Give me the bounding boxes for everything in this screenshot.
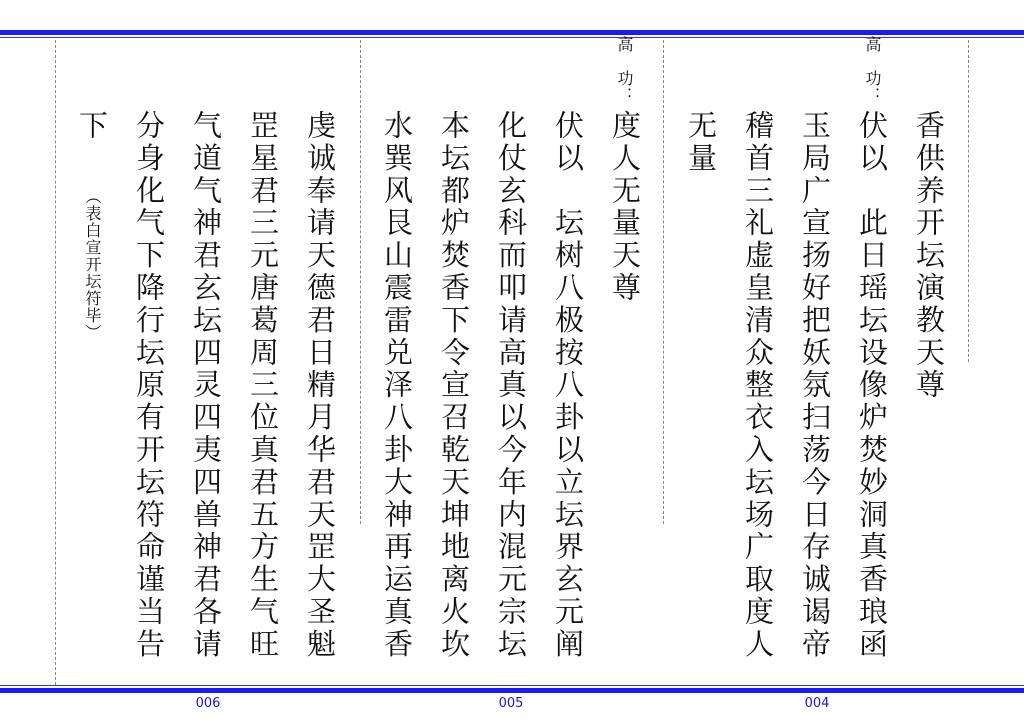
top-border-rule: [0, 30, 1024, 35]
scripture-column: 分身化气下降行坛原有开坛符命谨当告: [132, 110, 166, 661]
scripture-column: 稽首三礼虚皇清众整衣入坛场广取度人: [741, 110, 775, 661]
bottom-border-rule: [0, 688, 1024, 693]
scripture-column: 化仗玄科而叩请高真以今年内混元宗坛: [494, 110, 528, 661]
scripture-column: 本坛都炉焚香下令宣召乾天坤地离火坎: [437, 110, 471, 661]
speaker-label-gaogong: 高 功：: [615, 36, 634, 104]
page-005-divider: [663, 40, 664, 524]
scripture-column: 气道气神君玄坛四灵四夷四兽神君各请: [189, 110, 223, 661]
scripture-column: 度人无量天尊: [608, 110, 642, 305]
scripture-column: 水巽风艮山震雷兑泽八卦大神再运真香: [380, 110, 414, 661]
scripture-column: 无量: [684, 110, 718, 175]
page-number: 006: [195, 696, 221, 711]
scripture-column: 下: [75, 110, 109, 143]
page-006-divider: [360, 40, 361, 524]
ritual-note: （表白宣开坛符毕）: [83, 188, 102, 341]
scripture-column: 伏以 此日瑶坛设像炉焚妙洞真香琅函: [855, 110, 889, 661]
bottom-border-thin-rule: [0, 685, 1024, 686]
scripture-column: 伏以 坛树八极按八卦以立坛界玄元阐: [551, 110, 585, 661]
page-004-divider: [968, 40, 969, 362]
scripture-column: 罡星君三元唐葛周三位真君五方生气旺: [246, 110, 280, 661]
page-left-margin-divider: [55, 40, 56, 685]
speaker-label-gaogong: 高 功：: [863, 36, 882, 104]
scripture-column: 虔诚奉请天德君日精月华君天罡大圣魁: [303, 110, 337, 661]
page-number: 005: [498, 696, 524, 711]
page-number: 004: [804, 696, 830, 711]
scripture-column: 玉局广宣扬好把妖氛扫荡今日存诚谒帝: [798, 110, 832, 661]
scripture-column: 香供养开坛演教天尊: [912, 110, 946, 402]
